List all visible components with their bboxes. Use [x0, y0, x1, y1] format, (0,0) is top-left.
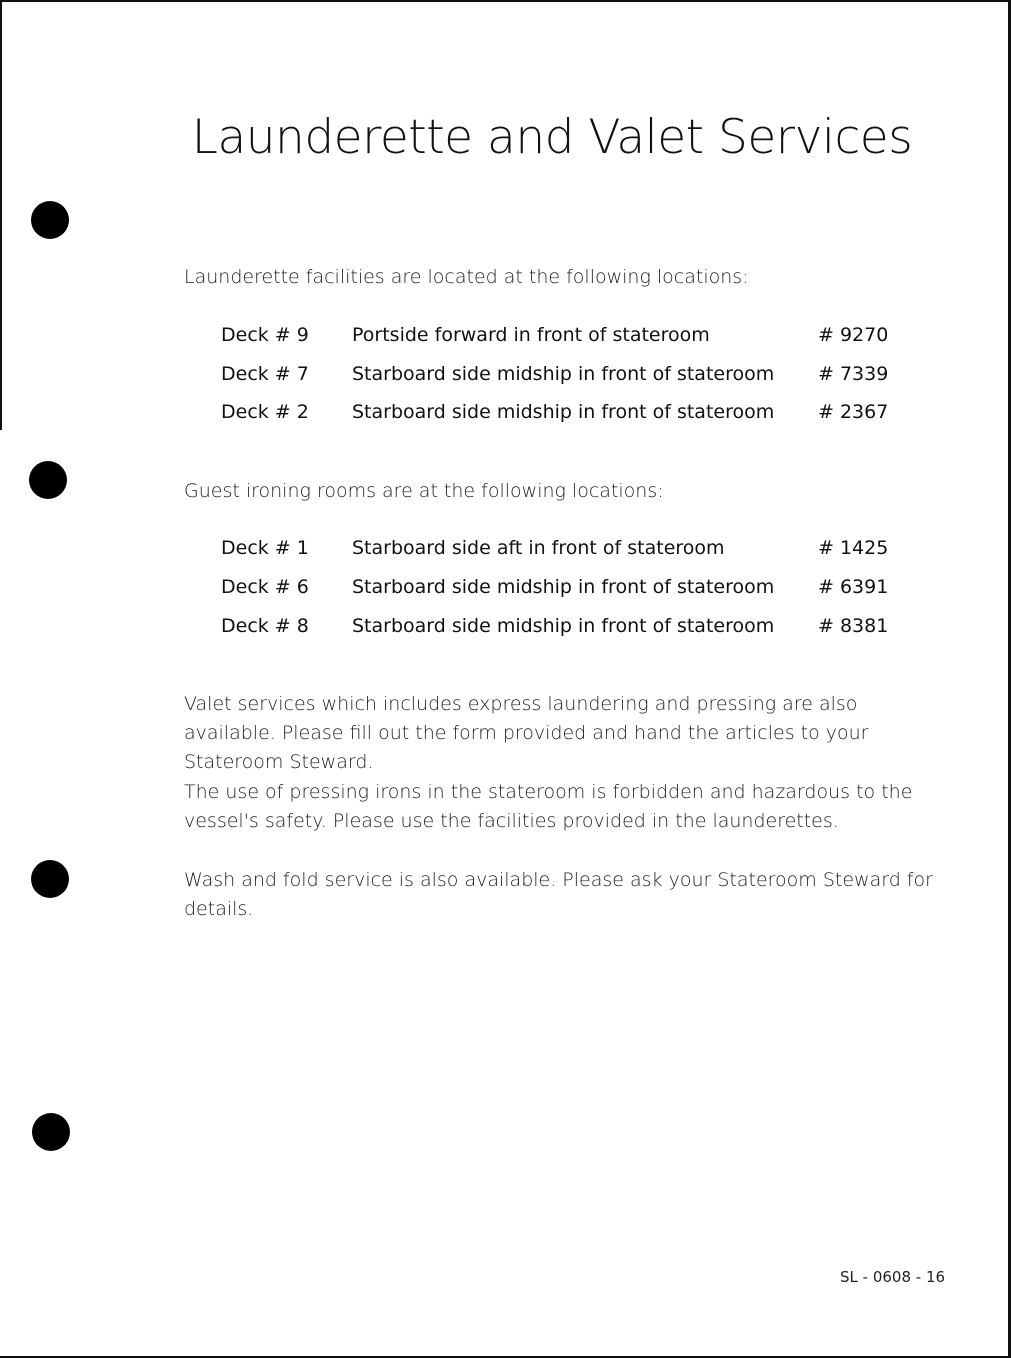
binder-hole — [31, 860, 69, 898]
location-text: Starboard side aft in front of stateroom — [352, 537, 725, 559]
launderette-intro: Launderette facilities are located at the following locations: — [184, 266, 749, 288]
stateroom-number: # 9270 — [818, 324, 889, 346]
stateroom-number: # 1425 — [818, 537, 889, 559]
page-title: Launderette and Valet Services — [191, 110, 913, 165]
stateroom-number: # 7339 — [818, 363, 889, 385]
deck-label: Deck # 9 — [221, 324, 309, 346]
deck-label: Deck # 8 — [221, 615, 309, 637]
launderette-row — [0, 324, 1011, 354]
wash-fold-paragraph: Wash and fold service is also available. Please ask your Stateroom Steward for details. — [184, 869, 933, 920]
launderette-row — [0, 401, 1011, 431]
location-text: Starboard side midship in front of stateroom — [352, 363, 775, 385]
ironing-intro: Guest ironing rooms are at the following locations: — [184, 480, 664, 502]
ironing-row — [0, 537, 1011, 567]
deck-label: Deck # 2 — [221, 401, 309, 423]
page-footer-code: SL - 0608 - 16 — [840, 1268, 946, 1286]
binder-hole — [32, 1113, 70, 1151]
stateroom-number: # 6391 — [818, 576, 889, 598]
ironing-row — [0, 615, 1011, 645]
ironing-row — [0, 576, 1011, 606]
deck-label: Deck # 1 — [221, 537, 309, 559]
binder-hole — [31, 201, 69, 239]
stateroom-number: # 8381 — [818, 615, 889, 637]
binder-hole — [29, 461, 67, 499]
deck-label: Deck # 6 — [221, 576, 309, 598]
location-text: Starboard side midship in front of stateroom — [352, 576, 775, 598]
launderette-row — [0, 363, 1011, 393]
valet-paragraph: Valet services which includes express laundering and pressing are also available. Please fill out the form provided and hand the articles to your Stateroom Steward. — [184, 693, 869, 773]
location-text: Starboard side midship in front of stateroom — [352, 615, 775, 637]
stateroom-number: # 2367 — [818, 401, 889, 423]
location-text: Starboard side midship in front of stateroom — [352, 401, 775, 423]
location-text: Portside forward in front of stateroom — [352, 324, 710, 346]
pressing-irons-paragraph: The use of pressing irons in the stateroom is forbidden and hazardous to the vessel's safety. Please use the facilities provided in the launderettes. — [184, 781, 913, 832]
deck-label: Deck # 7 — [221, 363, 309, 385]
